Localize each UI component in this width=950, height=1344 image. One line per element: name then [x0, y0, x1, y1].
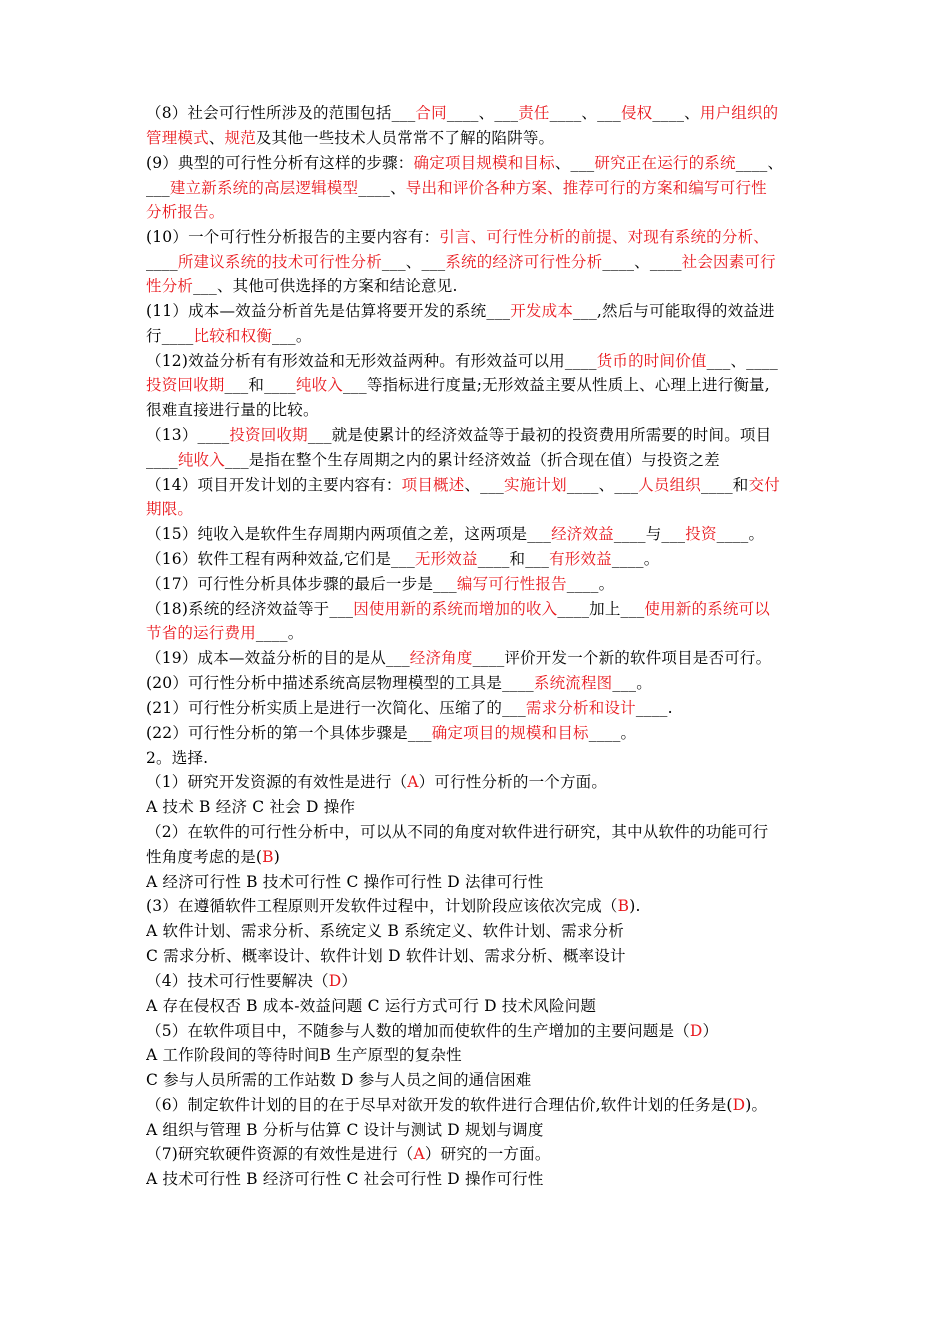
- question-text: (21）可行性分析实质上是进行一次简化、压缩了的___: [146, 699, 526, 717]
- answer-text: 确定项目规模和目标: [413, 154, 555, 172]
- text-line: [146, 572, 826, 596]
- text-line: [146, 845, 826, 869]
- question-text: ____.: [635, 699, 673, 717]
- answer-text: 研究正在运行的系统: [594, 154, 736, 172]
- text-line: [146, 1142, 826, 1166]
- answer-text: A: [407, 773, 419, 791]
- question-text: A 技术 B 经济 C 社会 D 操作: [146, 798, 356, 816]
- answer-text: 合同: [415, 104, 447, 122]
- answer-text: B: [617, 897, 630, 915]
- question-text: (11）成本—效益分析首先是估算将要开发的系统___: [146, 302, 511, 320]
- question-text: (3）在遵循软件工程原则开发软件过程中，计划阶段应该依次完成（: [146, 897, 618, 915]
- answer-text: D: [328, 972, 342, 990]
- question-text: ____和___: [477, 550, 550, 568]
- text-line: [146, 696, 826, 720]
- question-text: A 工作阶段间的等待时间B 生产原型的复杂性: [146, 1046, 462, 1064]
- answer-text: 管理模式: [146, 129, 209, 147]
- question-text: ___: [146, 179, 170, 197]
- question-text: 、___: [464, 476, 504, 494]
- text-line: [146, 919, 826, 943]
- answer-text: 性分析: [146, 277, 194, 295]
- text-line: [146, 770, 826, 794]
- question-text: ____。: [588, 724, 637, 742]
- text-line: [146, 1043, 826, 1067]
- question-text: ____、: [652, 104, 700, 122]
- text-line: [146, 522, 826, 546]
- answer-text: 分析报告。: [146, 203, 225, 221]
- question-text: ): [273, 848, 280, 866]
- question-text: ____、: [358, 179, 406, 197]
- text-line: [146, 870, 826, 894]
- text-line: [146, 746, 826, 770]
- question-text: （14）项目开发计划的主要内容有：: [146, 476, 402, 494]
- question-text: ____。: [716, 525, 765, 543]
- answer-text: 经济角度: [409, 649, 473, 667]
- question-text: ____与___: [613, 525, 686, 543]
- text-line: [146, 101, 826, 125]
- question-text: ）: [702, 1022, 719, 1040]
- question-text: A 经济可行性 B 技术可行性 C 操作可行性 D 法律可行性: [146, 873, 544, 891]
- text-line: [146, 1068, 826, 1092]
- answer-text: 规范: [224, 129, 256, 147]
- question-text: ___、___: [381, 253, 446, 271]
- question-text: (22）可行性分析的第一个具体步骤是___: [146, 724, 432, 742]
- text-line: [146, 398, 826, 422]
- answer-text: 交付: [748, 476, 780, 494]
- question-text: （6）制定软件计划的目的在于尽早对欲开发的软件进行合理估价,软件计划的任务是(: [146, 1096, 733, 1114]
- answer-text: 无形效益: [414, 550, 478, 568]
- text-line: [146, 250, 826, 274]
- answer-text: 用户组织的: [699, 104, 779, 122]
- answer-text: 所建议系统的技术可行性分析: [177, 253, 382, 271]
- question-text: 、___: [554, 154, 595, 172]
- text-line: [146, 176, 826, 200]
- text-line: [146, 671, 826, 695]
- question-text: A 软件计划、需求分析、系统定义 B 系统定义、软件计划、需求分析: [146, 922, 624, 940]
- question-text: 行____: [146, 327, 194, 345]
- question-text: ___、____: [706, 352, 778, 370]
- text-line: [146, 894, 826, 918]
- answer-text: D: [689, 1022, 703, 1040]
- answer-text: 侵权: [620, 104, 653, 122]
- question-text: ____和: [700, 476, 749, 494]
- question-text: ____、____: [602, 253, 682, 271]
- answer-text: 导出和评价各种方案、推荐可行的方案和编写可行性: [405, 179, 767, 197]
- answer-text: 人员组织: [638, 476, 701, 494]
- answer-text: 期限。: [146, 500, 194, 518]
- question-text: (9）典型的可行性分析有这样的步骤：: [146, 154, 414, 172]
- answer-text: 社会因素可行: [681, 253, 776, 271]
- question-text: ).: [629, 897, 641, 915]
- answer-text: 经济效益: [551, 525, 614, 543]
- question-text: ___。: [612, 674, 652, 692]
- text-line: [146, 795, 826, 819]
- question-text: （5）在软件项目中，不随参与人数的增加而使软件的生产增加的主要问题是（: [146, 1022, 690, 1040]
- question-text: ___和____: [224, 376, 296, 394]
- text-line: [146, 497, 826, 521]
- answer-text: 建立新系统的高层逻辑模型: [169, 179, 359, 197]
- text-line: [146, 126, 826, 150]
- text-line: [146, 274, 826, 298]
- question-text: C 参与人员所需的工作站数 D 参与人员之间的通信困难: [146, 1071, 532, 1089]
- question-text: （12)效益分析有有形效益和无形效益两种。有形效益可以用____: [146, 352, 597, 370]
- answer-text: D: [732, 1096, 746, 1114]
- question-text: ____、: [735, 154, 784, 172]
- text-line: [146, 969, 826, 993]
- question-text: ____。: [255, 624, 304, 642]
- question-text: (10）一个可行性分析报告的主要内容有：: [146, 228, 440, 246]
- question-text: A 技术可行性 B 经济可行性 C 社会可行性 D 操作可行性: [146, 1170, 544, 1188]
- answer-text: 投资回收期: [229, 426, 308, 444]
- question-text: (20）可行性分析中描述系统高层物理模型的工具是____: [146, 674, 534, 692]
- question-text: A 组织与管理 B 分析与估算 C 设计与测试 D 规划与调度: [146, 1121, 544, 1139]
- question-text: 性角度考虑的是(: [146, 848, 263, 866]
- question-text: ___。: [272, 327, 312, 345]
- text-line: [146, 820, 826, 844]
- answer-text: 项目概述: [401, 476, 465, 494]
- question-text: （19）成本—效益分析的目的是从___: [146, 649, 410, 667]
- text-line: [146, 1093, 826, 1117]
- question-text: )。: [745, 1096, 768, 1114]
- question-text: ____、___: [566, 476, 639, 494]
- answer-text: 系统流程图: [533, 674, 613, 692]
- question-text: （4）技术可行性要解决（: [146, 972, 329, 990]
- question-text: （7)研究软硬件资源的有效性是进行（: [146, 1145, 414, 1163]
- question-text: （13）____: [146, 426, 230, 444]
- answer-text: 使用新的系统可以: [644, 600, 771, 618]
- text-line: [146, 1167, 826, 1191]
- question-text: ____: [146, 451, 178, 469]
- text-line: [146, 721, 826, 745]
- text-line: [146, 225, 826, 249]
- text-line: [146, 473, 826, 497]
- answer-text: A: [413, 1145, 425, 1163]
- question-text: ）可行性分析的一个方面。: [418, 773, 608, 791]
- text-line: [146, 373, 826, 397]
- question-text: ____。: [611, 550, 660, 568]
- question-text: 2。选择.: [146, 749, 209, 767]
- text-line: [146, 151, 826, 175]
- answer-text: 纯收入: [177, 451, 225, 469]
- text-line: [146, 646, 826, 670]
- text-line: [146, 448, 826, 472]
- answer-text: B: [262, 848, 274, 866]
- text-line: [146, 299, 826, 323]
- answer-text: 因使用新的系统而增加的收入: [353, 600, 558, 618]
- text-line: [146, 349, 826, 373]
- answer-text: 责任: [518, 104, 550, 122]
- text-line: [146, 994, 826, 1018]
- answer-text: 货币的时间价值: [596, 352, 707, 370]
- question-text: 、: [208, 129, 225, 147]
- answer-text: 投资回收期: [146, 376, 225, 394]
- question-text: ___就是使累计的经济效益等于最初的投资费用所需要的时间。项目: [307, 426, 772, 444]
- question-text: （2）在软件的可行性分析中，可以从不同的角度对软件进行研究，其中从软件的功能可行: [146, 823, 769, 841]
- answer-text: 有形效益: [549, 550, 612, 568]
- question-text: ）研究的一方面。: [424, 1145, 551, 1163]
- text-line: [146, 1118, 826, 1142]
- answer-text: 确定项目的规模和目标: [431, 724, 589, 742]
- text-line: [146, 597, 826, 621]
- answer-text: 引言、可行性分析的前提、对现有系统的分析、: [439, 228, 769, 246]
- question-text: （8）社会可行性所涉及的范围包括___: [146, 104, 416, 122]
- answer-text: 节省的运行费用: [146, 624, 256, 642]
- question-text: ___等指标进行度量;无形效益主要从性质上、心理上进行衡量,: [342, 376, 770, 394]
- question-text: A 存在侵权否 B 成本-效益问题 C 运行方式可行 D 技术风险问题: [146, 997, 597, 1015]
- question-text: 很难直接进行量的比较。: [146, 401, 319, 419]
- question-text: C 需求分析、概率设计、软件计划 D 软件计划、需求分析、概率设计: [146, 947, 626, 965]
- text-line: [146, 944, 826, 968]
- question-text: 及其他一些技术人员常常不了解的陷阱等。: [255, 129, 555, 147]
- question-text: ____: [146, 253, 178, 271]
- question-text: ___是指在整个生存周期之内的累计经济效益（折合现在值）与投资之差: [224, 451, 720, 469]
- question-text: ____、___: [549, 104, 621, 122]
- answer-text: 系统的经济可行性分析: [445, 253, 603, 271]
- question-text: ）: [341, 972, 358, 990]
- answer-text: 纯收入: [295, 376, 343, 394]
- question-text: ____、___: [446, 104, 519, 122]
- answer-text: 比较和权衡: [193, 327, 273, 345]
- question-text: （16）软件工程有两种效益,它们是___: [146, 550, 415, 568]
- text-line: [146, 1019, 826, 1043]
- text-line: [146, 621, 826, 645]
- question-text: （17）可行性分析具体步骤的最后一步是___: [146, 575, 457, 593]
- question-text: （15）纯收入是软件生存周期内两项值之差，这两项是___: [146, 525, 552, 543]
- question-text: ___、其他可供选择的方案和结论意见.: [193, 277, 458, 295]
- text-line: [146, 200, 826, 224]
- question-text: ____评价开发一个新的软件项目是否可行。: [472, 649, 772, 667]
- question-text: ____加上___: [557, 600, 645, 618]
- answer-text: 开发成本: [510, 302, 574, 320]
- answer-text: 编写可行性报告: [456, 575, 567, 593]
- question-text: ____。: [566, 575, 615, 593]
- text-line: [146, 423, 826, 447]
- answer-text: 需求分析和设计: [525, 699, 636, 717]
- question-text: （18)系统的经济效益等于___: [146, 600, 354, 618]
- answer-text: 投资: [685, 525, 717, 543]
- answer-text: 实施计划: [504, 476, 567, 494]
- text-line: [146, 547, 826, 571]
- text-line: [146, 324, 826, 348]
- question-text: ___,然后与可能取得的效益进: [573, 302, 775, 320]
- question-text: （1）研究开发资源的有效性是进行（: [146, 773, 408, 791]
